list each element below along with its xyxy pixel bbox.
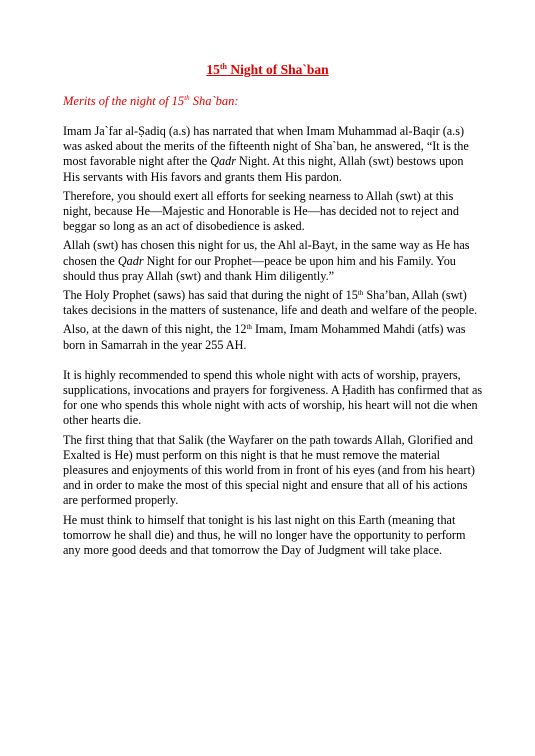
paragraph-7: The first thing that that Salik (the Wayfarer on the path towards Allah, Glorified and Exalted is He) must perform on this night is that he must remove the material pleasures and enjoyments of this world from in front of his eyes (and from his heart) and in order to make the most of this special night and ensure that all of his actions are performed properly. — [63, 432, 475, 508]
paragraph-5 — [63, 322, 483, 352]
paragraph-4-a: The Holy Prophet (saws) has said that during the night of 15 — [63, 288, 358, 303]
paragraph-4-ordinal: th — [357, 289, 364, 298]
paragraph-5-ordinal: th — [246, 323, 252, 332]
title-ordinal: th — [219, 62, 227, 71]
paragraph-5-b: Imam, Imam Mohammed Mahdi (atfs) was born in Samarrah in the year 255 AH. — [63, 322, 466, 352]
paragraph-3-italic: Qadr — [117, 253, 144, 268]
paragraph-gap — [63, 357, 483, 368]
body-text — [63, 124, 483, 562]
paragraph-1 — [63, 124, 483, 185]
paragraph-3 — [63, 238, 483, 284]
title-text: Night of Sha`ban — [226, 62, 329, 77]
page-title — [0, 62, 535, 78]
paragraph-3-a: Allah (swt) has chosen this night for us, the Ahl al-Bayt, in the same way as He has chosen the — [63, 238, 470, 268]
paragraph-3-b: Night for our Prophet—peace be upon him and his Family. You should thus pray Allah (swt) and thank Him diligently.” — [63, 253, 456, 283]
paragraph-5-a: Also, at the dawn of this night, the 12 — [63, 322, 247, 337]
paragraph-6: It is highly recommended to spend this whole night with acts of worship, prayers, supplications, invocations and prayers for forgiveness. A Ḥadith has confirmed that as for one who spends this whole night with acts of worship, his heart will not die when other hearts die. — [63, 367, 483, 428]
section-heading — [63, 94, 239, 109]
paragraph-1-a: Imam Ja`far al-Ṣadiq (a.s) has narrated that when Imam Muhammad al-Baqir (a.s) was asked about the merits of the fifteenth night of Sha`ban, he answered, “It is the most favorable night after the — [63, 124, 469, 169]
paragraph-2: Therefore, you should exert all efforts for seeking nearness to Allah (swt) at this night, because He—Majestic and Honorable is He—has decided not to reject and beggar so long as an act of disobedience is asked. — [63, 188, 459, 234]
paragraph-1-b: Night. At this night, Allah (swt) bestows upon His servants with His favors and grants them His pardon. — [63, 154, 464, 184]
paragraph-4-b: Sha’ban, Allah (swt) takes decisions in the matters of sustenance, life and death and welfare of the people. — [63, 288, 478, 318]
section-heading-pre: Merits of the night of 15 — [63, 94, 185, 108]
paragraph-8: He must think to himself that tonight is his last night on this Earth (meaning that tomorrow he shall die) and thus, he will no longer have the opportunity to perform any more good deeds and that tomorrow the Day of Judgment will take place. — [63, 512, 466, 558]
section-heading-post: Sha`ban: — [189, 94, 239, 108]
section-heading-ordinal: th — [184, 94, 190, 102]
title-number: 15 — [206, 62, 220, 77]
paragraph-1-italic: Qadr — [210, 154, 236, 169]
paragraph-4 — [63, 288, 483, 318]
